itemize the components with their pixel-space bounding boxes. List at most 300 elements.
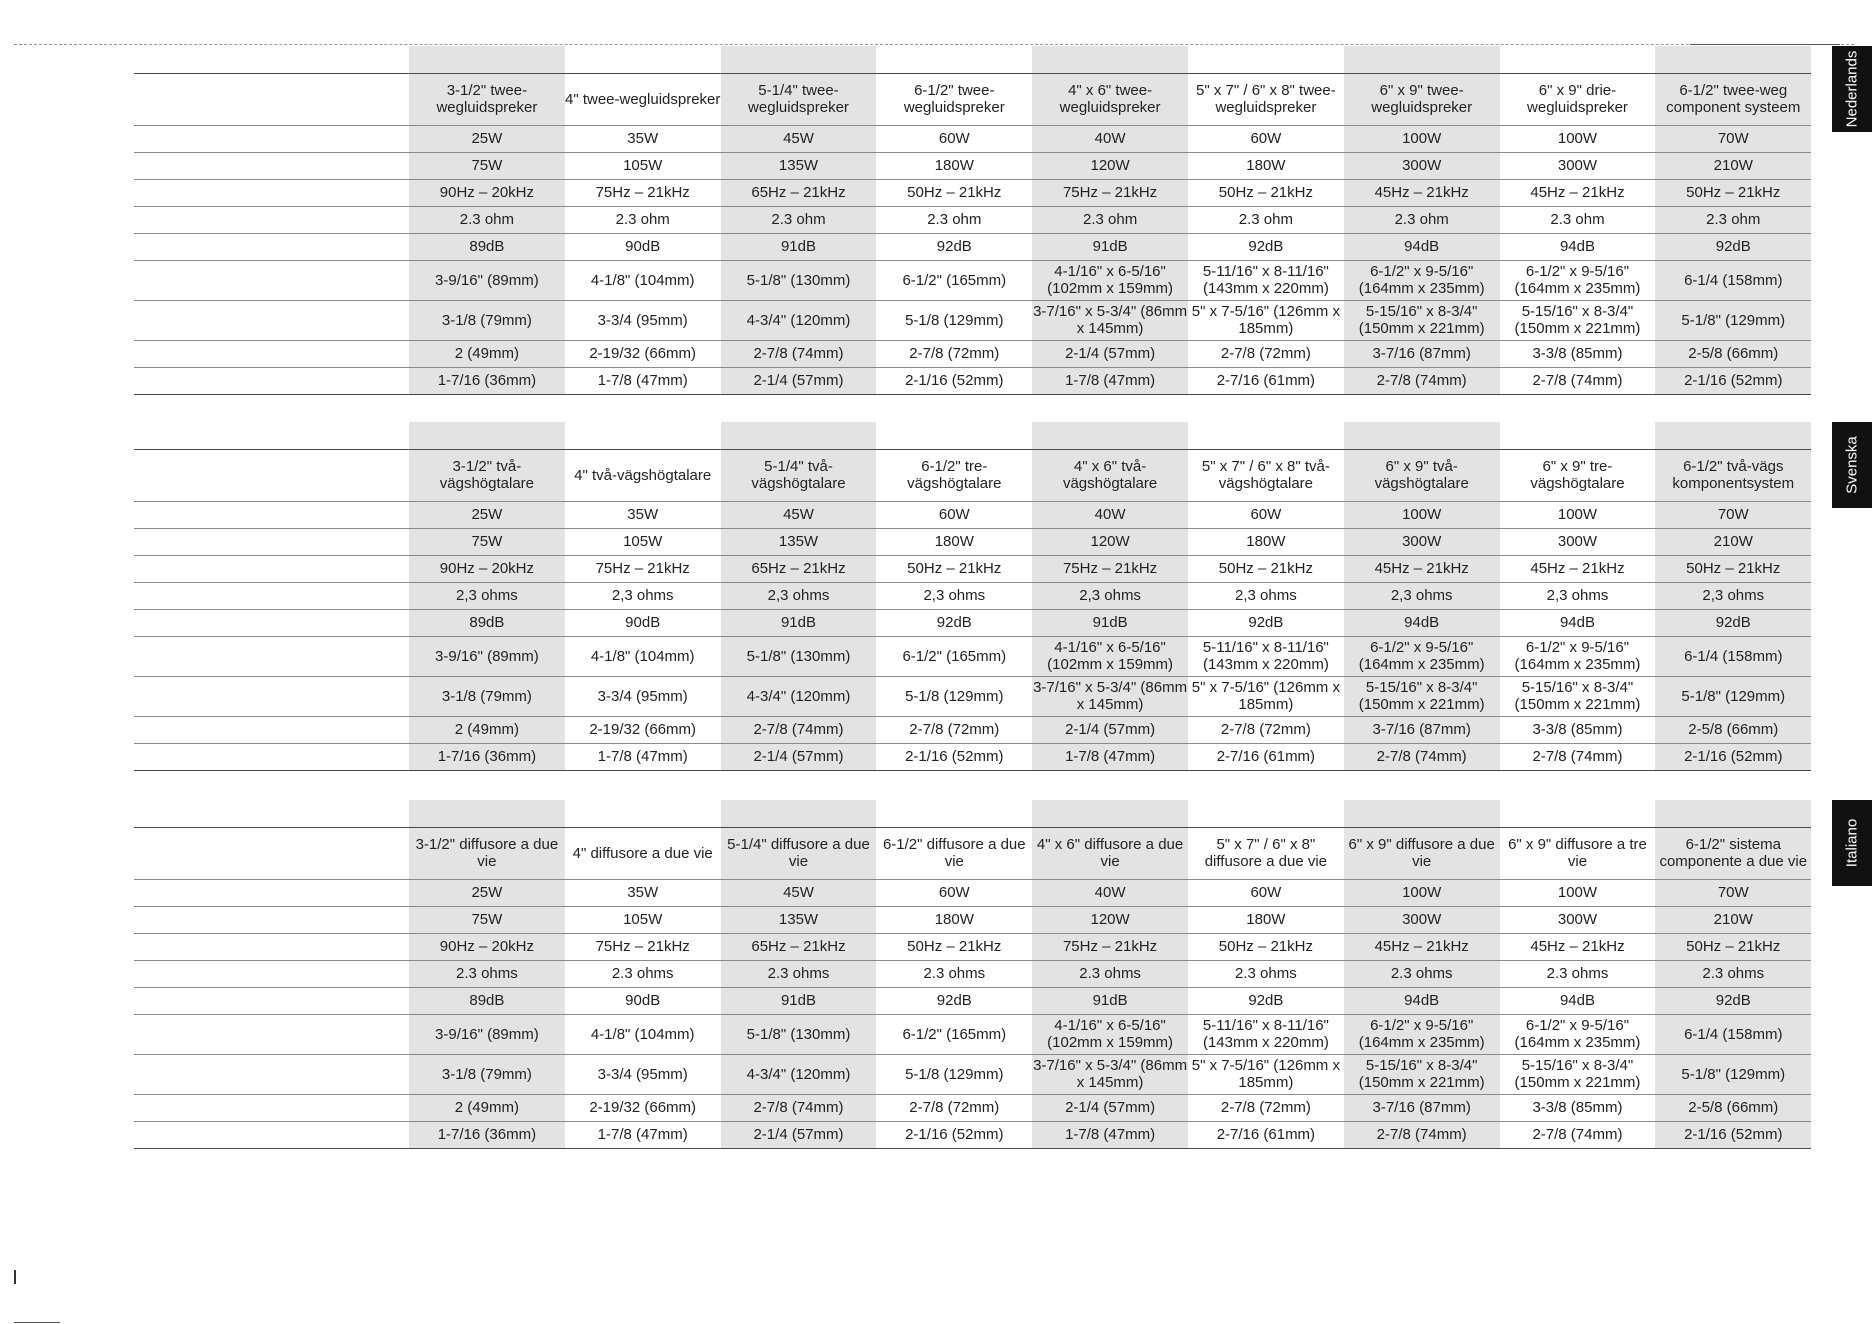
spec-cell: 3-9/16" (89mm) <box>409 636 565 676</box>
label-cell <box>134 179 409 206</box>
spec-cell: 6-1/2" (165mm) <box>876 636 1032 676</box>
spec-cell: 60W <box>1188 125 1344 152</box>
band-cell <box>721 422 877 449</box>
spec-cell: 5-1/8 (129mm) <box>876 1054 1032 1094</box>
spec-cell: 135W <box>721 906 877 933</box>
table-top-band <box>134 422 1811 449</box>
column-header: 4" x 6" twee-wegluidspreker <box>1032 73 1188 125</box>
spec-cell: 180W <box>876 528 1032 555</box>
spec-cell: 92dB <box>1188 233 1344 260</box>
spec-cell: 100W <box>1344 501 1500 528</box>
column-header: 6" x 9" diffusore a tre vie <box>1500 827 1656 879</box>
spec-cell: 2.3 ohms <box>876 960 1032 987</box>
column-header: 6" x 9" två-vägshögtalare <box>1344 449 1500 501</box>
spec-cell: 6-1/2" x 9-5/16" (164mm x 235mm) <box>1344 1014 1500 1054</box>
spec-cell: 50Hz – 21kHz <box>876 555 1032 582</box>
spec-table-nederlands <box>134 46 1811 395</box>
spec-cell: 65Hz – 21kHz <box>721 179 877 206</box>
band-cell <box>1032 800 1188 827</box>
table-row <box>134 636 1811 676</box>
spec-cell: 2,3 ohms <box>876 582 1032 609</box>
band-cell <box>409 800 565 827</box>
label-cell <box>134 716 409 743</box>
spec-cell: 4-3/4" (120mm) <box>721 676 877 716</box>
label-cell <box>134 555 409 582</box>
spec-cell: 2 (49mm) <box>409 1094 565 1121</box>
spec-cell: 91dB <box>721 609 877 636</box>
spec-cell: 2.3 ohm <box>1188 206 1344 233</box>
column-header: 6-1/2" sistema componente a due vie <box>1655 827 1811 879</box>
column-header: 6-1/2" tre-vägshögtalare <box>876 449 1032 501</box>
column-header: 3-1/2" diffusore a due vie <box>409 827 565 879</box>
spec-cell: 5-15/16" x 8-3/4" (150mm x 221mm) <box>1344 1054 1500 1094</box>
spec-cell: 3-9/16" (89mm) <box>409 1014 565 1054</box>
spec-cell: 75W <box>409 528 565 555</box>
spec-cell: 1-7/8 (47mm) <box>565 367 721 394</box>
spec-cell: 45Hz – 21kHz <box>1344 555 1500 582</box>
table-row <box>134 933 1811 960</box>
label-cell <box>134 1054 409 1094</box>
spec-cell: 70W <box>1655 501 1811 528</box>
spec-cell: 2-7/8 (72mm) <box>876 1094 1032 1121</box>
spec-cell: 2-1/4 (57mm) <box>1032 1094 1188 1121</box>
table-row <box>134 179 1811 206</box>
spec-cell: 2.3 ohms <box>721 960 877 987</box>
table-row <box>134 300 1811 340</box>
band-cell <box>1188 422 1344 449</box>
table-header-row <box>134 449 1811 501</box>
label-cell <box>134 1121 409 1148</box>
spec-cell: 3-1/8 (79mm) <box>409 1054 565 1094</box>
spec-cell: 2-1/16 (52mm) <box>876 743 1032 770</box>
spec-table <box>134 800 1811 1149</box>
label-cell <box>134 1094 409 1121</box>
language-tab-label: Italiano <box>1843 818 1861 868</box>
spec-cell: 1-7/16 (36mm) <box>409 367 565 394</box>
spec-cell: 60W <box>876 501 1032 528</box>
spec-cell: 3-3/8 (85mm) <box>1500 1094 1656 1121</box>
spec-cell: 5-11/16" x 8-11/16" (143mm x 220mm) <box>1188 1014 1344 1054</box>
spec-cell: 1-7/16 (36mm) <box>409 743 565 770</box>
spec-cell: 2-1/16 (52mm) <box>1655 367 1811 394</box>
spec-cell: 2-7/8 (74mm) <box>721 716 877 743</box>
spec-cell: 300W <box>1500 152 1656 179</box>
label-cell <box>134 906 409 933</box>
band-cell <box>409 46 565 73</box>
spec-cell: 6-1/2" x 9-5/16" (164mm x 235mm) <box>1500 1014 1656 1054</box>
band-cell <box>876 46 1032 73</box>
column-header: 6-1/2" twee-weg component systeem <box>1655 73 1811 125</box>
table-row <box>134 676 1811 716</box>
spec-cell: 3-3/4 (95mm) <box>565 300 721 340</box>
band-cell <box>876 422 1032 449</box>
label-cell <box>134 449 409 501</box>
table-row <box>134 1054 1811 1094</box>
spec-cell: 100W <box>1344 879 1500 906</box>
spec-cell: 75Hz – 21kHz <box>565 179 721 206</box>
spec-cell: 6-1/4 (158mm) <box>1655 636 1811 676</box>
spec-cell: 3-1/8 (79mm) <box>409 676 565 716</box>
spec-cell: 4-3/4" (120mm) <box>721 300 877 340</box>
spec-cell: 5-1/8" (129mm) <box>1655 300 1811 340</box>
spec-cell: 2.3 ohm <box>1500 206 1656 233</box>
column-header: 6" x 9" tre-vägshögtalare <box>1500 449 1656 501</box>
spec-table <box>134 46 1811 395</box>
spec-table-italiano <box>134 800 1811 1149</box>
spec-cell: 65Hz – 21kHz <box>721 555 877 582</box>
language-tab-label: Nederlands <box>1843 50 1861 128</box>
page-mark <box>14 1270 16 1284</box>
spec-cell: 2-1/16 (52mm) <box>1655 743 1811 770</box>
spec-cell: 2.3 ohms <box>1655 960 1811 987</box>
spec-cell: 180W <box>1188 152 1344 179</box>
language-tab-italiano <box>1832 800 1872 886</box>
spec-cell: 120W <box>1032 152 1188 179</box>
column-header: 6" x 9" diffusore a due vie <box>1344 827 1500 879</box>
spec-cell: 89dB <box>409 233 565 260</box>
spec-cell: 135W <box>721 152 877 179</box>
table-row <box>134 152 1811 179</box>
table-row <box>134 906 1811 933</box>
spec-cell: 2,3 ohms <box>1500 582 1656 609</box>
spec-cell: 60W <box>876 125 1032 152</box>
spec-cell: 120W <box>1032 906 1188 933</box>
language-tab-svenska <box>1832 422 1872 508</box>
spec-cell: 1-7/8 (47mm) <box>1032 743 1188 770</box>
spec-cell: 2-19/32 (66mm) <box>565 340 721 367</box>
spec-cell: 210W <box>1655 528 1811 555</box>
spec-cell: 2-7/8 (72mm) <box>1188 1094 1344 1121</box>
spec-cell: 2-19/32 (66mm) <box>565 716 721 743</box>
spec-cell: 90Hz – 20kHz <box>409 933 565 960</box>
spec-cell: 75Hz – 21kHz <box>565 555 721 582</box>
column-header: 4" x 6" diffusore a due vie <box>1032 827 1188 879</box>
spec-cell: 6-1/2" (165mm) <box>876 260 1032 300</box>
spec-cell: 50Hz – 21kHz <box>1655 933 1811 960</box>
label-cell <box>134 125 409 152</box>
bottom-rule <box>14 1322 60 1323</box>
label-cell <box>134 340 409 367</box>
spec-cell: 50Hz – 21kHz <box>1188 555 1344 582</box>
column-header: 6-1/2" twee-wegluidspreker <box>876 73 1032 125</box>
table-row <box>134 125 1811 152</box>
spec-cell: 105W <box>565 528 721 555</box>
column-header: 5-1/4" twee-wegluidspreker <box>721 73 877 125</box>
label-cell <box>134 367 409 394</box>
spec-cell: 92dB <box>876 233 1032 260</box>
spec-cell: 6-1/4 (158mm) <box>1655 1014 1811 1054</box>
spec-cell: 100W <box>1500 125 1656 152</box>
spec-cell: 6-1/2" x 9-5/16" (164mm x 235mm) <box>1344 260 1500 300</box>
table-row <box>134 260 1811 300</box>
spec-cell: 92dB <box>1655 609 1811 636</box>
spec-cell: 3-3/4 (95mm) <box>565 1054 721 1094</box>
spec-cell: 92dB <box>1655 987 1811 1014</box>
spec-cell: 6-1/4 (158mm) <box>1655 260 1811 300</box>
spec-cell: 6-1/2" x 9-5/16" (164mm x 235mm) <box>1500 260 1656 300</box>
cut-line <box>14 44 1854 45</box>
spec-cell: 5-1/8" (130mm) <box>721 260 877 300</box>
band-cell <box>1344 46 1500 73</box>
spec-cell: 94dB <box>1344 609 1500 636</box>
spec-cell: 94dB <box>1344 233 1500 260</box>
spec-cell: 40W <box>1032 125 1188 152</box>
spec-cell: 2.3 ohms <box>1188 960 1344 987</box>
table-row <box>134 340 1811 367</box>
table-row <box>134 367 1811 394</box>
spec-cell: 5-11/16" x 8-11/16" (143mm x 220mm) <box>1188 260 1344 300</box>
spec-cell: 35W <box>565 125 721 152</box>
table-row <box>134 1014 1811 1054</box>
spec-cell: 45W <box>721 501 877 528</box>
table-row <box>134 528 1811 555</box>
spec-table-svenska <box>134 422 1811 771</box>
spec-cell: 2-7/16 (61mm) <box>1188 367 1344 394</box>
spec-cell: 45W <box>721 125 877 152</box>
band-cell <box>721 46 877 73</box>
spec-cell: 2.3 ohm <box>721 206 877 233</box>
spec-cell: 3-7/16" x 5-3/4" (86mm x 145mm) <box>1032 676 1188 716</box>
label-cell <box>134 1014 409 1054</box>
spec-cell: 35W <box>565 879 721 906</box>
table-header-row <box>134 827 1811 879</box>
band-cell <box>1344 422 1500 449</box>
label-cell <box>134 800 409 827</box>
spec-cell: 50Hz – 21kHz <box>876 179 1032 206</box>
column-header: 5-1/4" diffusore a due vie <box>721 827 877 879</box>
spec-cell: 5-1/8" (130mm) <box>721 1014 877 1054</box>
spec-cell: 3-3/4 (95mm) <box>565 676 721 716</box>
spec-cell: 2.3 ohms <box>565 960 721 987</box>
table-row <box>134 501 1811 528</box>
band-cell <box>565 800 721 827</box>
spec-cell: 300W <box>1344 152 1500 179</box>
band-cell <box>721 800 877 827</box>
spec-cell: 5-1/8 (129mm) <box>876 300 1032 340</box>
band-cell <box>1032 46 1188 73</box>
label-cell <box>134 206 409 233</box>
spec-cell: 6-1/2" x 9-5/16" (164mm x 235mm) <box>1344 636 1500 676</box>
table-row <box>134 233 1811 260</box>
spec-cell: 2,3 ohms <box>565 582 721 609</box>
spec-cell: 45Hz – 21kHz <box>1500 179 1656 206</box>
column-header: 6" x 9" drie-wegluidspreker <box>1500 73 1656 125</box>
table-row <box>134 609 1811 636</box>
spec-cell: 60W <box>1188 501 1344 528</box>
spec-cell: 91dB <box>1032 987 1188 1014</box>
spec-cell: 3-7/16" x 5-3/4" (86mm x 145mm) <box>1032 300 1188 340</box>
spec-cell: 2-1/4 (57mm) <box>721 1121 877 1148</box>
spec-cell: 50Hz – 21kHz <box>1655 179 1811 206</box>
spec-cell: 91dB <box>1032 233 1188 260</box>
label-cell <box>134 46 409 73</box>
column-header: 4" diffusore a due vie <box>565 827 721 879</box>
spec-cell: 2-7/8 (74mm) <box>1344 367 1500 394</box>
spec-cell: 300W <box>1344 906 1500 933</box>
spec-cell: 5-1/8" (129mm) <box>1655 676 1811 716</box>
spec-cell: 70W <box>1655 125 1811 152</box>
spec-cell: 2-7/8 (74mm) <box>721 1094 877 1121</box>
table-top-band <box>134 46 1811 73</box>
label-cell <box>134 827 409 879</box>
spec-cell: 2-1/4 (57mm) <box>721 367 877 394</box>
spec-cell: 2,3 ohms <box>1188 582 1344 609</box>
spec-cell: 6-1/2" (165mm) <box>876 1014 1032 1054</box>
spec-cell: 5-1/8" (129mm) <box>1655 1054 1811 1094</box>
band-cell <box>565 422 721 449</box>
spec-cell: 2.3 ohm <box>1655 206 1811 233</box>
label-cell <box>134 422 409 449</box>
table-row <box>134 582 1811 609</box>
spec-cell: 2-5/8 (66mm) <box>1655 1094 1811 1121</box>
spec-cell: 75Hz – 21kHz <box>1032 555 1188 582</box>
spec-cell: 6-1/2" x 9-5/16" (164mm x 235mm) <box>1500 636 1656 676</box>
spec-cell: 89dB <box>409 609 565 636</box>
spec-cell: 2-7/8 (72mm) <box>876 340 1032 367</box>
spec-cell: 5-11/16" x 8-11/16" (143mm x 220mm) <box>1188 636 1344 676</box>
column-header: 3-1/2" twee-wegluidspreker <box>409 73 565 125</box>
spec-cell: 35W <box>565 501 721 528</box>
band-cell <box>409 422 565 449</box>
spec-cell: 2-1/16 (52mm) <box>1655 1121 1811 1148</box>
band-cell <box>1500 422 1656 449</box>
spec-cell: 2-7/8 (72mm) <box>1188 716 1344 743</box>
spec-cell: 2.3 ohms <box>409 960 565 987</box>
spec-cell: 105W <box>565 906 721 933</box>
column-header: 5" x 7" / 6" x 8" diffusore a due vie <box>1188 827 1344 879</box>
spec-cell: 2-7/8 (74mm) <box>1500 367 1656 394</box>
spec-cell: 50Hz – 21kHz <box>876 933 1032 960</box>
spec-cell: 5-15/16" x 8-3/4" (150mm x 221mm) <box>1344 300 1500 340</box>
spec-cell: 5-15/16" x 8-3/4" (150mm x 221mm) <box>1344 676 1500 716</box>
spec-cell: 90Hz – 20kHz <box>409 179 565 206</box>
spec-cell: 2-5/8 (66mm) <box>1655 340 1811 367</box>
spec-cell: 5-15/16" x 8-3/4" (150mm x 221mm) <box>1500 300 1656 340</box>
spec-cell: 40W <box>1032 501 1188 528</box>
spec-cell: 100W <box>1500 501 1656 528</box>
spec-cell: 2.3 ohms <box>1344 960 1500 987</box>
spec-cell: 180W <box>1188 528 1344 555</box>
table-row <box>134 555 1811 582</box>
spec-cell: 1-7/16 (36mm) <box>409 1121 565 1148</box>
band-cell <box>1500 800 1656 827</box>
language-tab-label: Svenska <box>1843 436 1861 494</box>
spec-cell: 75W <box>409 906 565 933</box>
column-header: 3-1/2" två-vägshögtalare <box>409 449 565 501</box>
spec-cell: 94dB <box>1344 987 1500 1014</box>
spec-cell: 4-3/4" (120mm) <box>721 1054 877 1094</box>
label-cell <box>134 879 409 906</box>
spec-cell: 91dB <box>721 987 877 1014</box>
top-rule <box>1690 44 1840 45</box>
label-cell <box>134 260 409 300</box>
spec-cell: 2-5/8 (66mm) <box>1655 716 1811 743</box>
spec-cell: 3-7/16" x 5-3/4" (86mm x 145mm) <box>1032 1054 1188 1094</box>
spec-cell: 2,3 ohms <box>1344 582 1500 609</box>
spec-cell: 4-1/16" x 6-5/16" (102mm x 159mm) <box>1032 1014 1188 1054</box>
table-header-row <box>134 73 1811 125</box>
spec-cell: 89dB <box>409 987 565 1014</box>
spec-cell: 75Hz – 21kHz <box>1032 179 1188 206</box>
spec-cell: 100W <box>1500 879 1656 906</box>
spec-cell: 300W <box>1500 528 1656 555</box>
spec-cell: 45W <box>721 879 877 906</box>
spec-cell: 45Hz – 21kHz <box>1500 555 1656 582</box>
spec-cell: 2-7/8 (74mm) <box>1500 743 1656 770</box>
spec-cell: 3-1/8 (79mm) <box>409 300 565 340</box>
table-row <box>134 987 1811 1014</box>
spec-cell: 90dB <box>565 233 721 260</box>
spec-cell: 4-1/16" x 6-5/16" (102mm x 159mm) <box>1032 260 1188 300</box>
label-cell <box>134 960 409 987</box>
spec-cell: 92dB <box>1188 609 1344 636</box>
spec-cell: 75W <box>409 152 565 179</box>
spec-cell: 2-7/8 (74mm) <box>1344 743 1500 770</box>
spec-cell: 75Hz – 21kHz <box>565 933 721 960</box>
spec-cell: 180W <box>1188 906 1344 933</box>
spec-cell: 180W <box>876 152 1032 179</box>
spec-cell: 3-3/8 (85mm) <box>1500 340 1656 367</box>
table-row <box>134 1121 1811 1148</box>
spec-cell: 60W <box>876 879 1032 906</box>
spec-cell: 2-1/4 (57mm) <box>1032 340 1188 367</box>
spec-cell: 90dB <box>565 987 721 1014</box>
spec-cell: 1-7/8 (47mm) <box>565 743 721 770</box>
spec-cell: 100W <box>1344 125 1500 152</box>
band-cell <box>1188 800 1344 827</box>
language-tab-nederlands <box>1832 46 1872 132</box>
spec-cell: 135W <box>721 528 877 555</box>
spec-cell: 1-7/8 (47mm) <box>1032 1121 1188 1148</box>
spec-cell: 70W <box>1655 879 1811 906</box>
spec-cell: 2.3 ohm <box>876 206 1032 233</box>
label-cell <box>134 528 409 555</box>
spec-cell: 2 (49mm) <box>409 340 565 367</box>
spec-cell: 94dB <box>1500 233 1656 260</box>
band-cell <box>1500 46 1656 73</box>
column-header: 5" x 7" / 6" x 8" twee-wegluidspreker <box>1188 73 1344 125</box>
spec-cell: 2-1/4 (57mm) <box>1032 716 1188 743</box>
spec-cell: 50Hz – 21kHz <box>1188 933 1344 960</box>
spec-cell: 2.3 ohm <box>565 206 721 233</box>
band-cell <box>1188 46 1344 73</box>
spec-cell: 180W <box>876 906 1032 933</box>
spec-cell: 94dB <box>1500 609 1656 636</box>
band-cell <box>565 46 721 73</box>
table-row <box>134 206 1811 233</box>
spec-cell: 45Hz – 21kHz <box>1344 179 1500 206</box>
label-cell <box>134 987 409 1014</box>
spec-cell: 5-1/8" (130mm) <box>721 636 877 676</box>
label-cell <box>134 933 409 960</box>
spec-cell: 65Hz – 21kHz <box>721 933 877 960</box>
spec-cell: 3-7/16 (87mm) <box>1344 716 1500 743</box>
table-row <box>134 743 1811 770</box>
spec-cell: 3-7/16 (87mm) <box>1344 1094 1500 1121</box>
label-cell <box>134 743 409 770</box>
band-cell <box>1655 422 1811 449</box>
spec-cell: 25W <box>409 125 565 152</box>
column-header: 4" twee-wegluidspreker <box>565 73 721 125</box>
spec-cell: 1-7/8 (47mm) <box>565 1121 721 1148</box>
label-cell <box>134 300 409 340</box>
spec-cell: 3-9/16" (89mm) <box>409 260 565 300</box>
spec-table <box>134 422 1811 771</box>
column-header: 6-1/2" två-vägs komponentsystem <box>1655 449 1811 501</box>
spec-cell: 5-1/8 (129mm) <box>876 676 1032 716</box>
spec-cell: 210W <box>1655 152 1811 179</box>
column-header: 4" x 6" två-vägshögtalare <box>1032 449 1188 501</box>
